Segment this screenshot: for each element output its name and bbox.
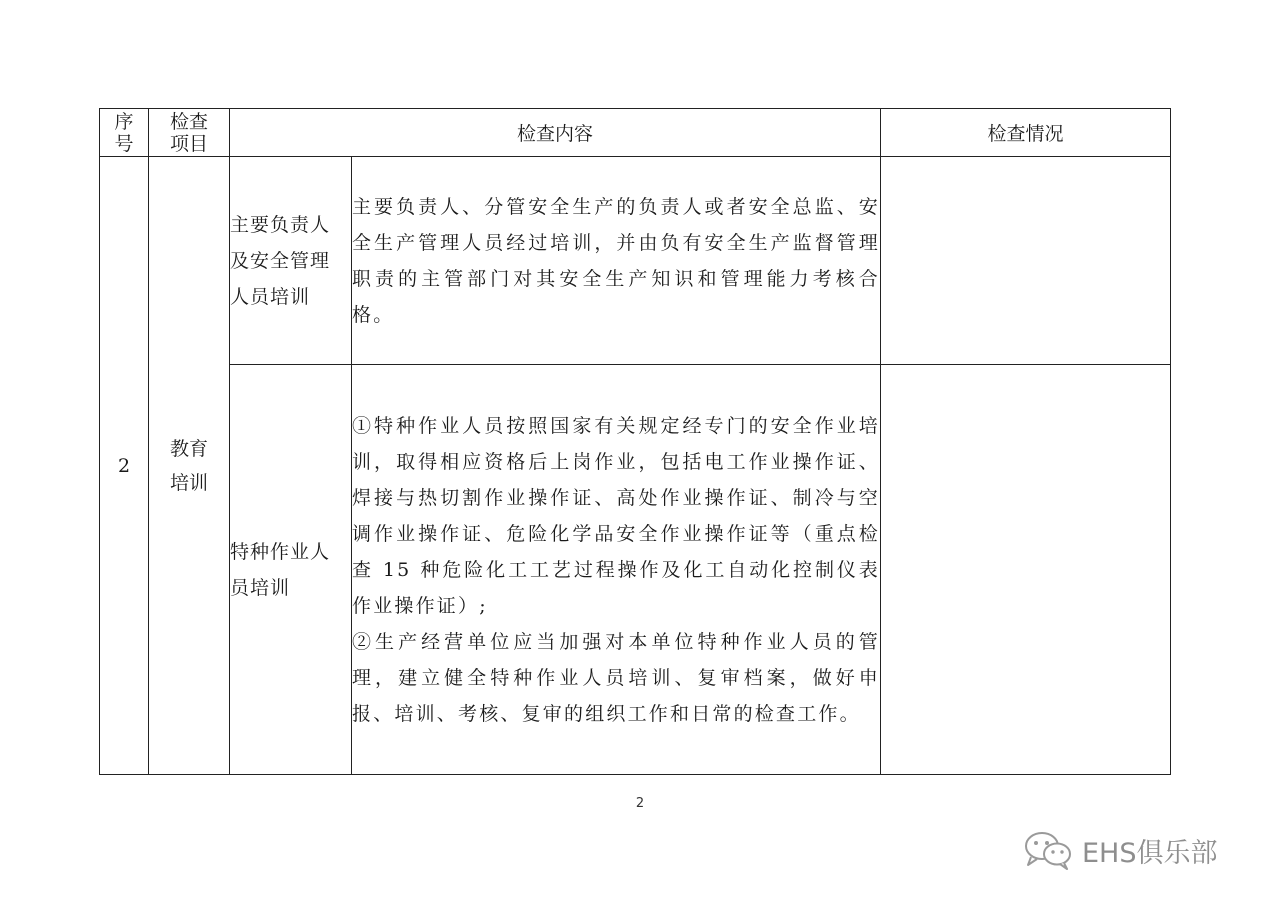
content-cell [352,365,881,775]
item-line1: 教育 [169,437,208,460]
subitem-cell [230,157,352,365]
content-paragraph: 主要负责人、分管安全生产的负责人或者安全总监、安全生产管理人员经过培训，并由负有安全生产监督管理职责的主管部门对其安全生产知识和管理能力考核合格。 [352,195,880,326]
header-item-line1: 检查 [169,110,208,133]
subitem-line1: 主要负责人 [230,213,331,236]
item-cell [149,157,230,775]
wechat-icon [1022,830,1074,870]
table-header-row [100,109,1171,157]
subitem-cell [230,365,352,775]
table-row [100,365,1171,775]
subitem-line2: 员培训 [230,576,291,599]
header-item-line2: 项目 [169,132,208,155]
content-cell [352,157,881,365]
header-status: 检查情况 [881,109,1171,157]
subitem-line3: 人员培训 [230,285,311,308]
subitem-line2: 及安全管理 [230,249,331,272]
status-cell [881,365,1171,775]
item-line2: 培训 [169,471,208,494]
watermark-text: EHS俱乐部 [1082,837,1218,869]
table-row [100,157,1171,365]
header-seq-line1: 序 [114,110,134,133]
content-paragraph: ②生产经营单位应当加强对本单位特种作业人员的管理，建立健全特种作业人员培训、复审档案，做好申报、培训、考核、复审的组织工作和日常的检查工作。 [352,630,880,725]
page-number: 2 [635,796,645,811]
inspection-table [99,108,1171,775]
watermark [1022,830,1218,870]
content-paragraph: ①特种作业人员按照国家有关规定经专门的安全作业培训，取得相应资格后上岗作业，包括电工作业操作证、焊接与热切割作业操作证、高处作业操作证、制冷与空调作业操作证、危险化学品安全作业操作证等（重点检查 15 种危险化工工艺过程操作及化工自动化控制仪表作业操作证）; [352,414,880,617]
seq-cell: 2 [100,157,149,775]
header-item [149,109,230,157]
status-cell [881,157,1171,365]
header-seq [100,109,149,157]
header-seq-line2: 号 [114,132,134,155]
header-content: 检查内容 [230,109,881,157]
subitem-line1: 特种作业人 [230,540,331,563]
